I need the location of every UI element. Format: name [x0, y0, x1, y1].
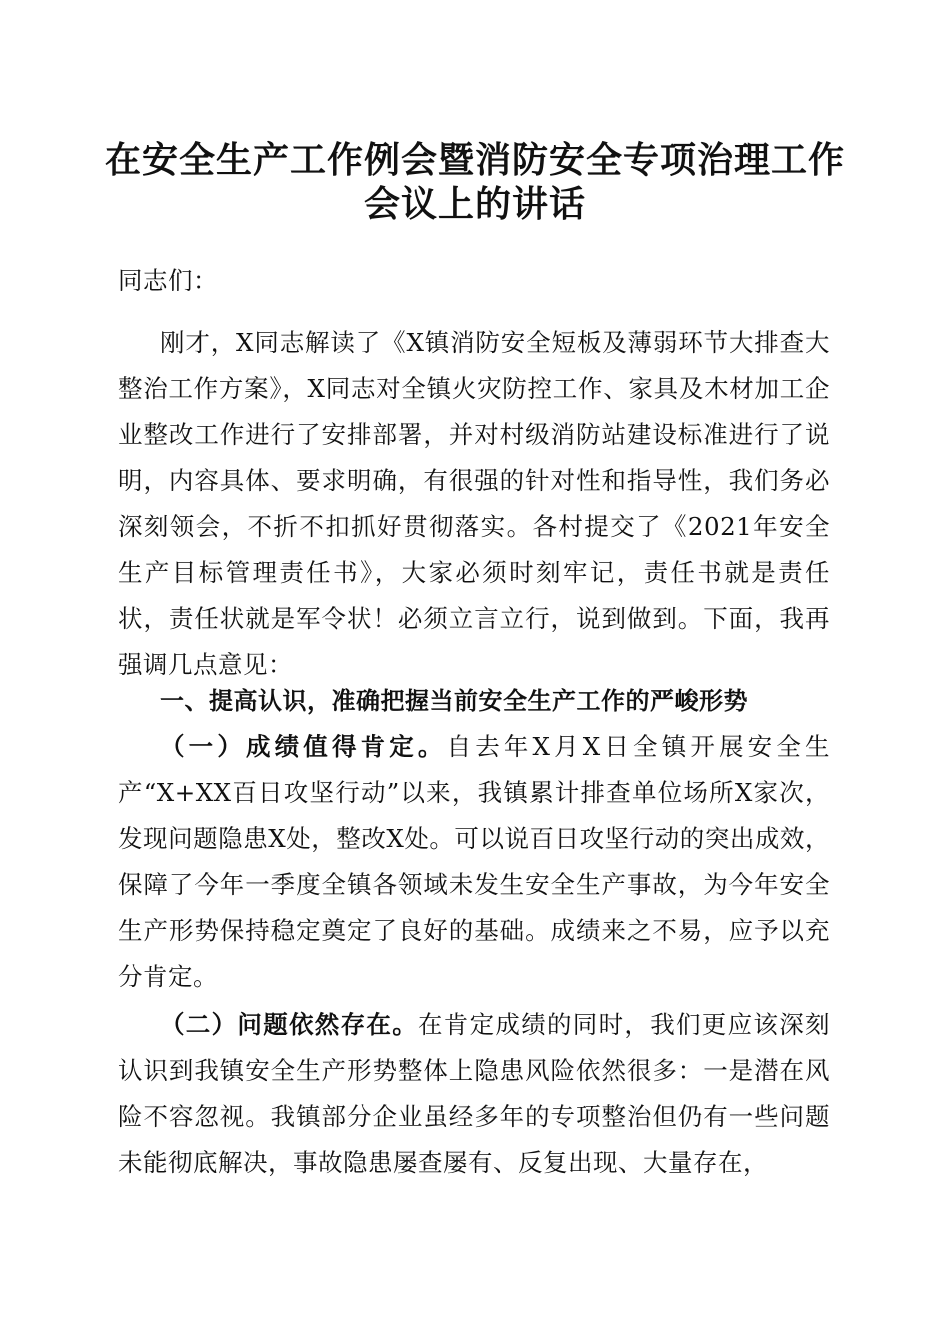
subsection-text-1: 自去年X月X日全镇开展安全生产“X+XX百日攻坚行动”以来，我镇累计排查单位场所X家次，发现问题隐患X处，整改X处。可以说百日攻坚行动的突出成效，保障了今年一季度全镇各领域未发生安全生产事故，为今年安全生产形势保持稳定奠定了良好的基础。成绩来之不易，应予以充分肯定。: [118, 732, 831, 991]
document-title-line1: 在安全生产工作例会暨消防安全专项治理工作: [104, 139, 845, 181]
subsection-label-2: （二）问题依然存在。: [160, 1010, 418, 1039]
subsection-label-1: （一）成绩值得肯定。: [160, 732, 447, 761]
subsection-text-2: 在肯定成绩的同时，我们更应该深刻认识到我镇安全生产形势整体上隐患风险依然很多：一是潜在风险不容忽视。我镇部分企业虽经多年的专项整治但仍有一些问题未能彻底解决，事故隐患屡查屡有、反复出现、大量存在，: [118, 1010, 830, 1177]
salutation: 同志们：: [118, 266, 218, 295]
paragraph-problems: [118, 1002, 830, 1186]
paragraph-intro: 刚才，X同志解读了《X镇消防安全短板及薄弱环节大排查大整治工作方案》，X同志对全镇火灾防控工作、家具及木材加工企业整改工作进行了安排部署，并对村级消防站建设标准进行了说明，内容具体、要求明确，有很强的针对性和指导性，我们务必深刻领会，不折不扣抓好贯彻落实。各村提交了《2021年安全生产目标管理责任书》，大家必须时刻牢记，责任书就是责任状，责任状就是军令状！必须立言立行，说到做到。下面，我再强调几点意见：: [118, 328, 830, 679]
section-heading-1: 一、提高认识，准确把握当前安全生产工作的严峻形势: [160, 687, 748, 715]
document-title-line2: 会议上的讲话: [363, 183, 586, 225]
paragraph-achievements: [118, 724, 830, 1000]
